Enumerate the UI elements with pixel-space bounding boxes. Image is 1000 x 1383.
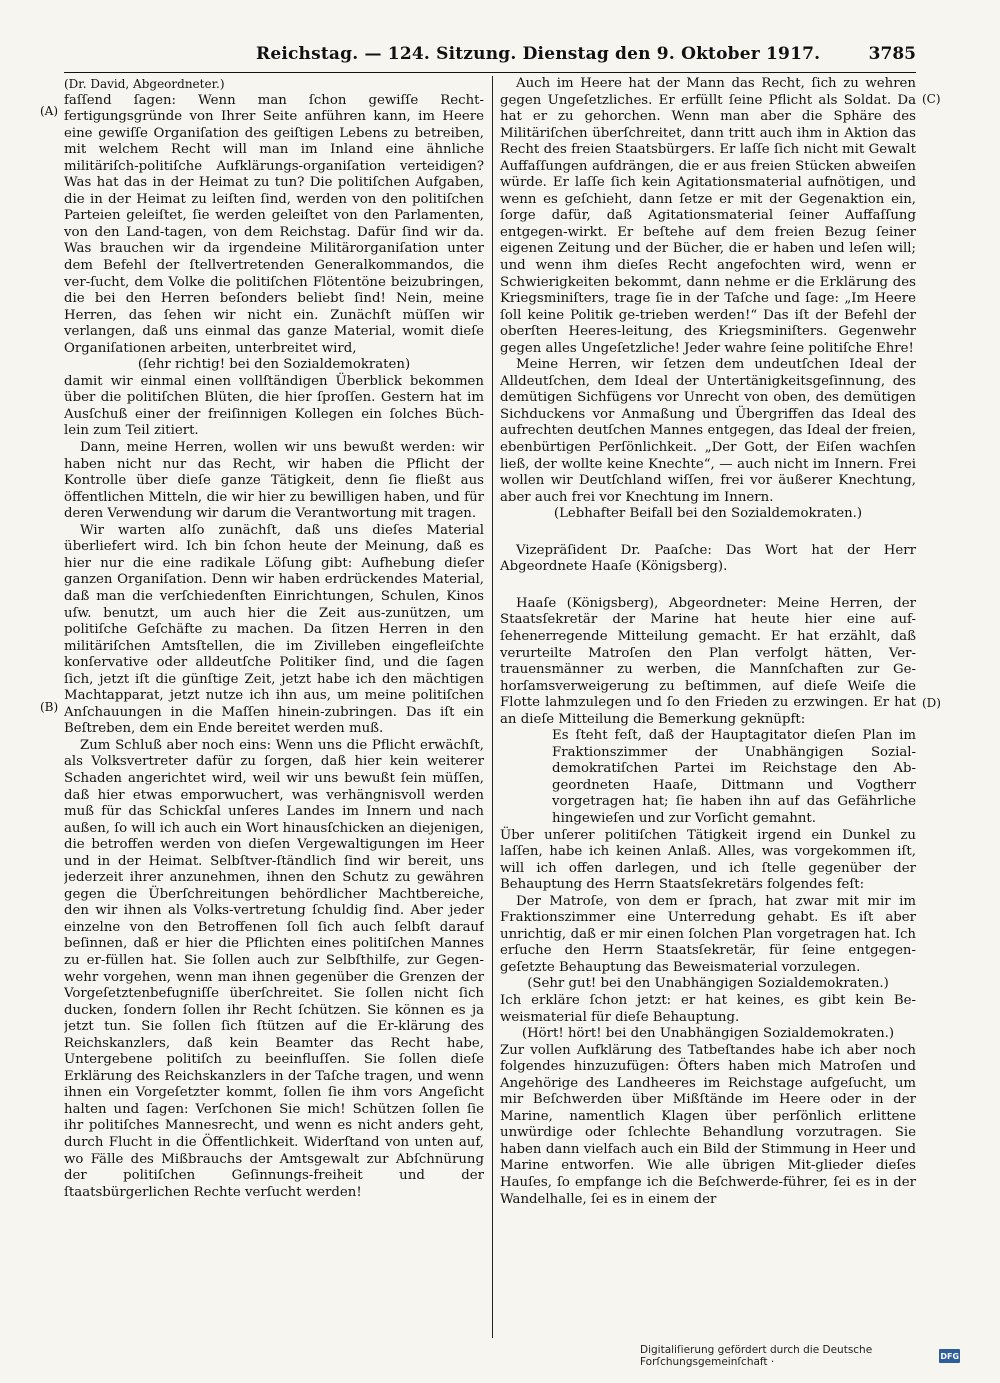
column-divider — [492, 76, 493, 1338]
page-number: 3785 — [868, 44, 916, 64]
interjection: (Sehr gut! bei den Unabhängigen Sozialdemokraten.) — [527, 976, 889, 992]
right-column — [500, 76, 916, 1338]
paragraph: Über unſerer politiſchen Tätigkeit irgend ein Dunkel zu laſſen, habe ich keinen Anlaß. Alles, was vorgekommen iſt, will ich offen darlegen, und ich ſtelle gegenüber der Behauptung des Herrn Staatsſekretärs folgendes feſt: — [500, 827, 916, 893]
paragraph: Wir warten alſo zunächſt, daß uns dieſes Material überliefert wird. Ich bin ſchon heute der Meinung, daß es hier nur die eine radikale Löſung gibt: Aufhebung dieſer ganzen Organiſation. Denn wir haben erdrückendes Material, daß man die verſchiedenſten Einrichtungen, Schulen, Kinos uſw. benutzt, um auch hier die Zeit aus-zunützen, um politiſche Geſchäfte zu machen. Da ſitzen Herren in den militäriſchen Amtsſtellen, die im Zivilleben eingefleiſchte konſervative oder alldeutſche Politiker ſind, und die ſagen ſich, jetzt iſt die günſtige Zeit, jetzt habe ich den mächtigen Machtapparat, jetzt nutze ich ihn aus, um meine politiſchen Anſchauungen in die Maſſen hinein-zubringen. Das iſt ein Beſtreben, dem ein Ende bereitet werden muß. — [64, 522, 484, 737]
dfg-logo-icon: DFG — [939, 1349, 960, 1363]
paragraph: Meine Herren, wir ſetzen dem undeutſchen Ideal der Alldeutſchen, dem Ideal der Untertänigkeitsgeſinnung, des demütigen Sichfügens vor Unrecht von oben, des demütigen Sichduckens vor Anmaßung und Übergriffen das Ideal des aufrechten deutſchen Mannes entgegen, das Ideal der freien, ebenbürtigen Perſönlichkeit. „Der Gott, der Eiſen wachſen ließ, der wollte keine Knechte“, — auch nicht im Innern. Frei wollen wir Deutſchland wiſſen, frei vor äußerer Knechtung, aber auch frei vor Knechtung im Innern. — [500, 357, 916, 505]
digitization-credit — [640, 1344, 960, 1368]
paragraph: Auch im Heere hat der Mann das Recht, ſich zu wehren gegen Ungeſetzliches. Er erfüllt ſeine Pflicht als Soldat. Da hat er zu gehorchen. Wenn man aber die Sphäre des Militäriſchen überſchreitet, dann tritt auch ihm in Aktion das Recht des freien Staatsbürgers. Er laſſe ſich nicht mit Gewalt Auffaſſungen aufdrängen, die er aus freien Stücken abweiſen würde. Er laſſe ſich kein Agitationsmaterial aufnötigen, und wenn es geſchieht, dann ſetze er mit der Gegenaktion ein, ſorge dafür, daß Agitationsmaterial ſeiner Auffaſſung entgegen-wirkt. Er beſtehe auf dem freien Bezug ſeiner eigenen Zeitung und der Bücher, die er haben und leſen will; und wenn ihm dieſes Recht angefochten wird, wenn er Schwierigkeiten bekommt, dann nehme er die Erklärung des Kriegsminiſters, trage ſie in der Taſche und ſage: „Im Heere ſoll keine Politik ge-trieben werden!“ Das iſt der Befehl der oberſten Heeres-leitung, des Kriegsminiſters. Gegenwehr gegen alles Ungeſetzliche! Jeder wahre ſeine politiſche Ehre! — [500, 76, 916, 356]
paragraph: Der Matroſe, von dem er ſprach, hat zwar mit mir im Fraktionszimmer eine Unterredung gehabt. Es iſt aber unrichtig, daß er mir einen ſolchen Plan vorgetragen hat. Ich erſuche den Herrn Staatsſekretär, für ſeine entgegen-geſetzte Behauptung das Beweismaterial vorzulegen. — [500, 893, 916, 975]
speaker-paragraph: Haaſe (Königsberg), Abgeordneter: Meine Herren, der Staatsſekretär der Marine hat heute hier eine auf-ſehenerregende Mitteilung gemacht. Er hat erzählt, daß verurteilte Matroſen den Plan verfolgt hätten, Ver-trauensmänner zu werben, die Mannſchaften zur Ge-horſamsverweigerung zu beſtimmen, auf dieſe Weiſe die Flotte lahmzulegen und ſo den Frieden zu erzwingen. Er hat an dieſe Mitteilung die Bemerkung geknüpft: — [500, 595, 916, 727]
left-column — [64, 76, 484, 1338]
margin-marker-b: (B) — [40, 700, 59, 714]
credit-text: Digitaliſierung gefördert durch die Deutsche Forſchungsgemeinſchaft · — [640, 1344, 873, 1368]
paragraph: Zum Schluß aber noch eins: Wenn uns die Pflicht erwächſt, als Volksvertreter dafür zu ſorgen, daß hier kein weiterer Schaden angerichtet wird, weil wir uns bewußt ſein müſſen, daß hier etwas emporwuchert, was verhängnisvoll werden muß für das Schickſal unſeres Landes im Innern und nach außen, ſo will ich auch ein Wort hinausſchicken an diejenigen, die betroffen werden von dieſen Vergewaltigungen im Heer und in der Heimat. Selbſtver-ſtändlich ſind wir bereit, uns jederzeit ihrer anzunehmen, ihnen den Schutz zu gewähren gegen die Überſchreitungen behördlicher Machtbereiche, den wir ihnen als Volks-vertretung ſchuldig ſind. Aber jeder einzelne von den Betroffenen ſoll ſich auch ſelbſt darauf beſinnen, daß er hier die Pflichten eines politiſchen Mannes zu er-füllen hat. Sie ſollen auch zur Selbſthilfe, zur Gegen-wehr vorgehen, wenn man ihnen gegenüber die Grenzen der Vorgeſetztenbefugniſſe überſchreitet. Sie ſollen nicht ſich ducken, ſondern ſollen ihr Recht ſchützen. Sie können es ja jetzt tun. Sie ſollen ſich ſtützen auf die Er-klärung des Reichskanzlers, daß kein Beamter das Recht habe, Untergebene politiſch zu beeinfluſſen. Sie ſollen dieſe Erklärung des Reichskanzlers in der Taſche tragen, und wenn ihnen ein Vorgeſetzter kommt, ſollen ſie ihm vors Angeſicht halten und ſagen: Verſchonen Sie mich! Schützen ſollen ſie ihr politiſches Mannesrecht, und wenn es nicht anders geht, durch Flucht in die Öffentlichkeit. Widerſtand von unten auf, wo Fälle des Mißbrauchs der Amtsgewalt zur Abſchnürung der politiſchen Geſinnungs-freiheit und der ſtaatsbürgerlichen Rechte verſucht werden! — [64, 737, 484, 1200]
header-rule — [64, 72, 916, 73]
paragraph: Ich erkläre ſchon jetzt: er hat keines, es gibt kein Be-weismaterial für dieſe Behauptung. — [500, 992, 916, 1025]
margin-marker-c: (C) — [922, 92, 941, 106]
paragraph: Zur vollen Aufklärung des Tatbeſtandes habe ich aber noch folgendes hinzuzufügen: Öfters haben mich Matroſen und Angehörige des Landheeres im Reichstage aufgeſucht, um mir Beſchwerden über Mißſtände im Heere oder in der Marine, namentlich Klagen über perſönlich erlittene unwürdige oder ſchlechte Behandlung vorzutragen. Sie haben dann vielfach auch ein Bild der Stimmung in Heer und Marine entworfen. Wie alle übrigen Mit-glieder dieſes Hauſes, ſo empfange ich die Beſchwerde-führer, ſei es in der Wandelhalle, ſei es in einem der — [500, 1042, 916, 1207]
margin-marker-d: (D) — [922, 696, 941, 710]
running-title: Reichstag. — 124. Sitzung. Dienstag den 9. Oktober 1917. — [256, 44, 821, 64]
speaker-continuation: (Dr. David, Abgeordneter.) — [64, 77, 225, 91]
interjection: (Lebhafter Beifall bei den Sozialdemokraten.) — [553, 506, 863, 522]
interjection: (ſehr richtig! bei den Sozialdemokraten) — [137, 357, 411, 373]
interjection: (Hört! hört! bei den Unabhängigen Sozialdemokraten.) — [521, 1026, 895, 1042]
chair-announcement: Vizepräſident Dr. Paaſche: Das Wort hat der Herr Abgeordnete Haaſe (Königsberg). — [500, 542, 916, 575]
page-header — [256, 44, 916, 70]
margin-marker-a: (A) — [40, 104, 59, 118]
paragraph: damit wir einmal einen vollſtändigen Überblick bekommen über die politiſchen Blüten, die hier ſproſſen. Gestern hat im Ausſchuß einer der freiſinnigen Kollegen ein ſolches Büch-lein zum Teil zitiert. — [64, 373, 484, 439]
block-quote: Es ſteht feſt, daß der Hauptagitator dieſen Plan im Fraktionszimmer der Unabhängigen Sozial-demokratiſchen Partei im Reichstage den Ab-geordneten Haaſe, Dittmann und Vogtherr vorgetragen hat; ſie haben ihn auf das Gefährliche hingewieſen und zur Vorſicht gemahnt. — [552, 728, 916, 826]
paragraph: Dann, meine Herren, wollen wir uns bewußt werden: wir haben nicht nur das Recht, wir haben die Pflicht der Kontrolle über dieſe ganze Tätigkeit, denn ſie fließt aus öffentlichen Mitteln, die wir hier zu bewilligen haben, und für deren Verwendung wir darum die Verantwortung mit tragen. — [64, 440, 484, 522]
paragraph: faſſend ſagen: Wenn man ſchon gewiſſe Recht-fertigungsgründe von Ihrer Seite anführen kann, im Heere eine gewiſſe Organiſation des geiſtigen Lebens zu betreiben, mit welchem Recht will man im Inland eine ähnliche militäriſch-politiſche Aufklärungs-organiſation verteidigen? Was hat das in der Heimat zu tun? Die politiſchen Aufgaben, die in der Heimat zu leiſten ſind, werden von den politiſchen Parteien geleiſtet, ſie werden geleiſtet von den Parlamenten, von den Land-tagen, von dem Reichstag. Dafür ſind wir da. Was brauchen wir da irgendeine Militärorganiſation unter dem Befehl der ſtellvertretenden Generalkommandos, die ver-ſucht, dem Volke die politiſchen Flötentöne beizubringen, die bei den Herren beſonders beliebt ſind! Nein, meine Herren, das ſehen wir nicht ein. Zunächſt müſſen wir verlangen, daß uns einmal das ganze Material, womit dieſe Organiſationen arbeiten, unterbreitet wird, — [64, 92, 484, 356]
